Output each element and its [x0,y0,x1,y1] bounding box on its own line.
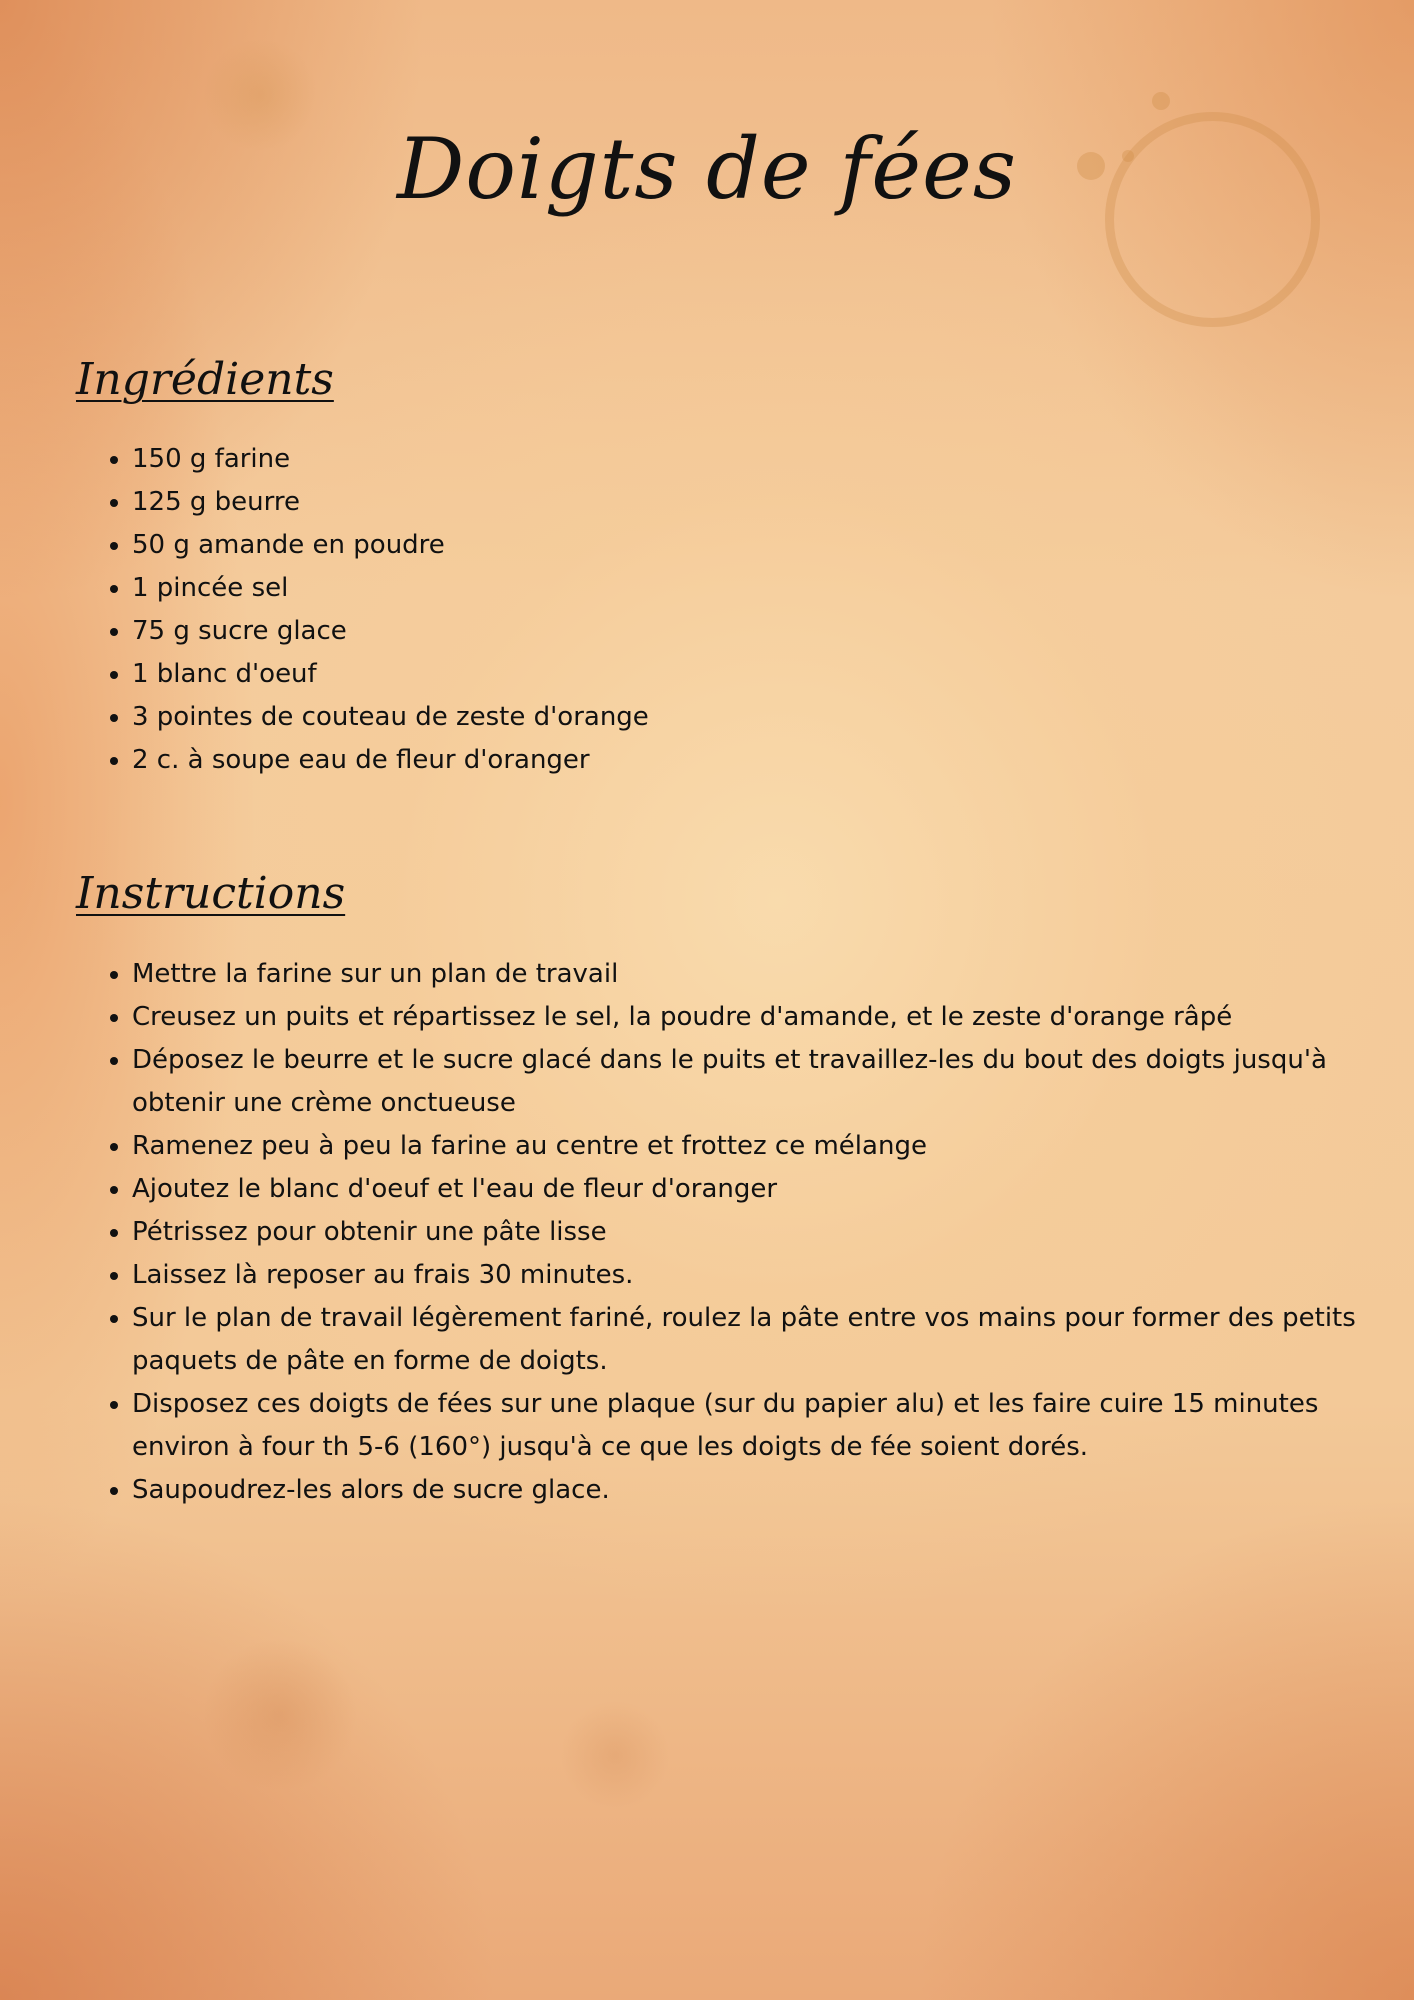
ingredient-item: • 1 blanc d'oeuf [132,653,649,696]
instruction-step: • Saupoudrez-les alors de sucre glace. [132,1469,1362,1512]
ingredient-item: • 50 g amande en poudre [132,524,649,567]
ingredient-item: • 150 g farine [132,438,649,481]
instructions-list [88,953,1362,1512]
instructions-heading: Instructions [76,868,346,919]
ingredients-heading: Ingrédients [76,354,334,405]
paper-stain [560,1700,670,1810]
ingredient-item: • 2 c. à soupe eau de fleur d'oranger [132,739,649,782]
coffee-ring-drop [1152,92,1170,110]
instruction-step: • Pétrissez pour obtenir une pâte lisse [132,1211,1362,1254]
instruction-step: • Ramenez peu à peu la farine au centre et frottez ce mélange [132,1125,1362,1168]
ingredient-item: • 125 g beurre [132,481,649,524]
ingredient-item: • 3 pointes de couteau de zeste d'orange [132,696,649,739]
instruction-step: • Disposez ces doigts de fées sur une plaque (sur du papier alu) et les faire cuire 15 minutes environ à four th 5-6 (160°) jusqu'à ce que les doigts de fée soient dorés. [132,1383,1362,1469]
instruction-step: • Ajoutez le blanc d'oeuf et l'eau de fleur d'oranger [132,1168,1362,1211]
instruction-step: • Creusez un puits et répartissez le sel, la poudre d'amande, et le zeste d'orange râpé [132,996,1362,1039]
instruction-step: • Laissez là reposer au frais 30 minutes. [132,1254,1362,1297]
ingredient-item: • 1 pincée sel [132,567,649,610]
instruction-step: • Mettre la farine sur un plan de travail [132,953,1362,996]
ingredient-item: • 75 g sucre glace [132,610,649,653]
recipe-title: Doigts de fées [397,120,1017,218]
instruction-step: • Sur le plan de travail légèrement fariné, roulez la pâte entre vos mains pour former des petits paquets de pâte en forme de doigts. [132,1297,1362,1383]
paper-stain [200,1640,360,1790]
ingredients-list [88,438,649,782]
instruction-step: • Déposez le beurre et le sucre glacé dans le puits et travaillez-les du bout des doigts jusqu'à obtenir une crème onctueuse [132,1039,1362,1125]
